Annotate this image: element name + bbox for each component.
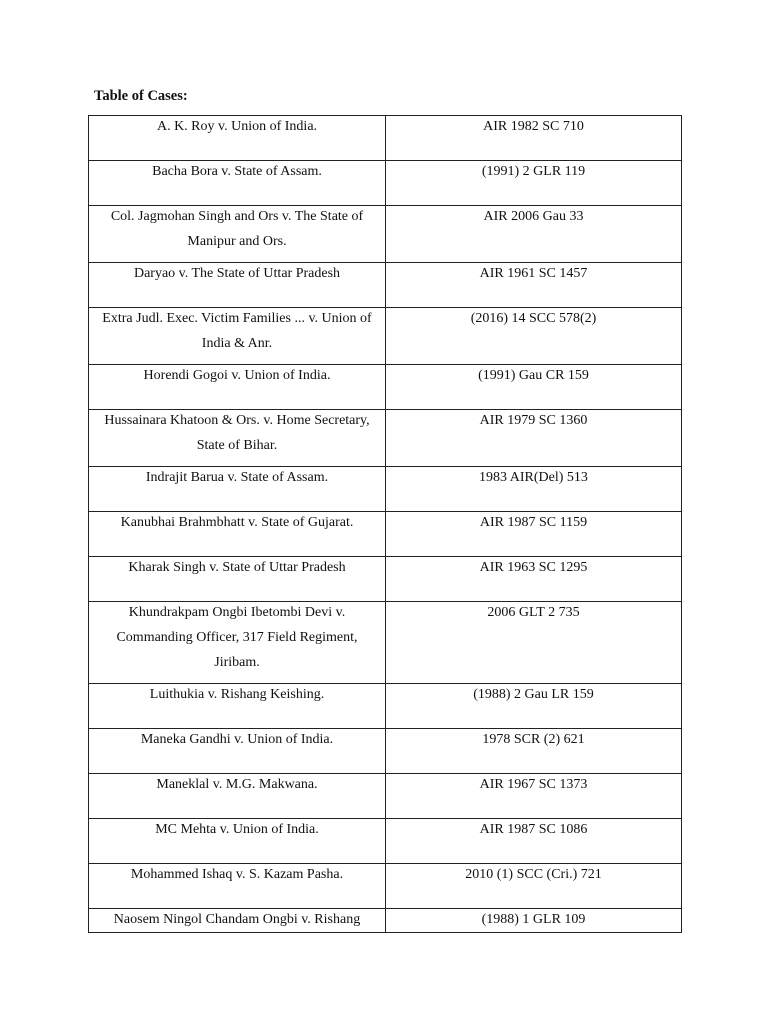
table-of-cases bbox=[88, 115, 682, 933]
table-row bbox=[89, 602, 682, 684]
page-title: Table of Cases: bbox=[94, 88, 188, 104]
case-name-cell: Kharak Singh v. State of Uttar Pradesh bbox=[89, 557, 386, 602]
citation-cell: (1991) 2 GLR 119 bbox=[386, 161, 682, 206]
citation-cell: (1988) 1 GLR 109 bbox=[386, 909, 682, 933]
table-row bbox=[89, 729, 682, 774]
table-row bbox=[89, 410, 682, 467]
citation-cell: 2010 (1) SCC (Cri.) 721 bbox=[386, 864, 682, 909]
citation-cell: AIR 1967 SC 1373 bbox=[386, 774, 682, 819]
case-name-cell: Luithukia v. Rishang Keishing. bbox=[89, 684, 386, 729]
case-name-cell: Mohammed Ishaq v. S. Kazam Pasha. bbox=[89, 864, 386, 909]
case-name-cell: Bacha Bora v. State of Assam. bbox=[89, 161, 386, 206]
table-row bbox=[89, 206, 682, 263]
case-name-cell: Naosem Ningol Chandam Ongbi v. Rishang bbox=[89, 909, 386, 933]
table-row bbox=[89, 263, 682, 308]
citation-cell: AIR 1987 SC 1159 bbox=[386, 512, 682, 557]
case-name-cell: Kanubhai Brahmbhatt v. State of Gujarat. bbox=[89, 512, 386, 557]
case-name-cell: MC Mehta v. Union of India. bbox=[89, 819, 386, 864]
case-name-cell: Indrajit Barua v. State of Assam. bbox=[89, 467, 386, 512]
case-name-cell: Extra Judl. Exec. Victim Families ... v. Union of India & Anr. bbox=[89, 308, 386, 365]
table-row bbox=[89, 909, 682, 933]
table-row bbox=[89, 161, 682, 206]
table-row bbox=[89, 467, 682, 512]
citation-cell: 2006 GLT 2 735 bbox=[386, 602, 682, 684]
table-row bbox=[89, 864, 682, 909]
case-name-cell: Col. Jagmohan Singh and Ors v. The State of Manipur and Ors. bbox=[89, 206, 386, 263]
case-name-cell: Khundrakpam Ongbi Ibetombi Devi v. Commanding Officer, 317 Field Regiment, Jiribam. bbox=[89, 602, 386, 684]
table-row bbox=[89, 365, 682, 410]
citation-cell: 1978 SCR (2) 621 bbox=[386, 729, 682, 774]
case-name-cell: Hussainara Khatoon & Ors. v. Home Secretary, State of Bihar. bbox=[89, 410, 386, 467]
table-row bbox=[89, 774, 682, 819]
case-name-cell: Maneklal v. M.G. Makwana. bbox=[89, 774, 386, 819]
citation-cell: AIR 1961 SC 1457 bbox=[386, 263, 682, 308]
case-name-cell: A. K. Roy v. Union of India. bbox=[89, 116, 386, 161]
citation-cell: AIR 1979 SC 1360 bbox=[386, 410, 682, 467]
citation-cell: 1983 AIR(Del) 513 bbox=[386, 467, 682, 512]
case-name-cell: Horendi Gogoi v. Union of India. bbox=[89, 365, 386, 410]
table-row bbox=[89, 819, 682, 864]
citation-cell: AIR 2006 Gau 33 bbox=[386, 206, 682, 263]
case-name-cell: Maneka Gandhi v. Union of India. bbox=[89, 729, 386, 774]
table-row bbox=[89, 512, 682, 557]
table-row bbox=[89, 557, 682, 602]
case-name-cell: Daryao v. The State of Uttar Pradesh bbox=[89, 263, 386, 308]
citation-cell: AIR 1987 SC 1086 bbox=[386, 819, 682, 864]
citation-cell: AIR 1963 SC 1295 bbox=[386, 557, 682, 602]
citation-cell: (1991) Gau CR 159 bbox=[386, 365, 682, 410]
citation-cell: AIR 1982 SC 710 bbox=[386, 116, 682, 161]
table-row bbox=[89, 684, 682, 729]
table-row bbox=[89, 308, 682, 365]
table-row bbox=[89, 116, 682, 161]
citation-cell: (1988) 2 Gau LR 159 bbox=[386, 684, 682, 729]
citation-cell: (2016) 14 SCC 578(2) bbox=[386, 308, 682, 365]
